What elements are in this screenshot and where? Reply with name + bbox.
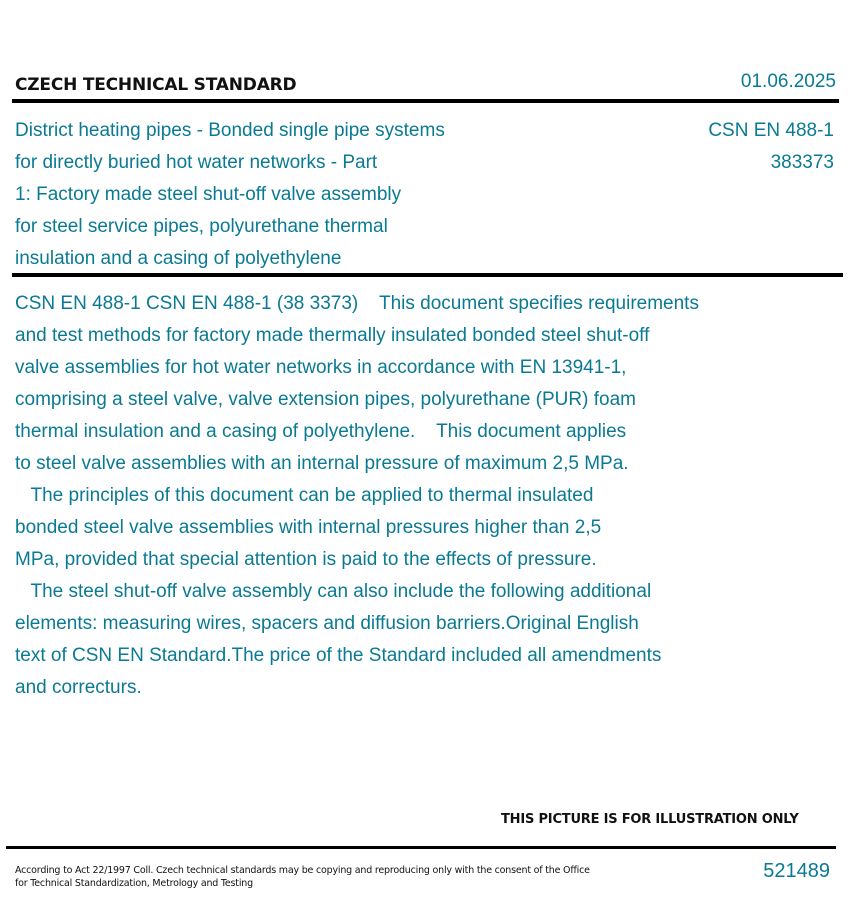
title-line: 1: Factory made steel shut-off valve assembly — [15, 184, 402, 205]
header-divider — [12, 99, 839, 103]
standard-identifier — [708, 115, 834, 179]
footer-divider — [6, 846, 836, 849]
abstract-line: CSN EN 488-1 CSN EN 488-1 (38 3373) This document specifies requirements — [15, 293, 699, 314]
abstract-line: bonded steel valve assemblies with internal pressures higher than 2,5 — [15, 517, 602, 538]
title-divider — [12, 273, 843, 277]
title-line: for directly buried hot water networks - Part — [15, 152, 378, 173]
document-title — [15, 115, 520, 275]
abstract-text — [15, 288, 815, 704]
catalog-number: 521489 — [763, 860, 830, 882]
abstract-line: thermal insulation and a casing of polyethylene. This document applies — [15, 421, 627, 442]
abstract-line: to steel valve assemblies with an internal pressure of maximum 2,5 MPa. — [15, 453, 629, 474]
abstract-line: The principles of this document can be applied to thermal insulated — [15, 485, 594, 506]
title-line: insulation and a casing of polyethylene — [15, 248, 342, 269]
standard-type-label: CZECH TECHNICAL STANDARD — [15, 75, 297, 95]
abstract-line: comprising a steel valve, valve extension pipes, polyurethane (PUR) foam — [15, 389, 636, 410]
abstract-line: elements: measuring wires, spacers and diffusion barriers.Original English — [15, 613, 639, 634]
abstract-line: and correcturs. — [15, 677, 142, 698]
abstract-line: The steel shut-off valve assembly can also include the following additional — [15, 581, 652, 602]
abstract-line: and test methods for factory made thermally insulated bonded steel shut-off — [15, 325, 650, 346]
abstract-line: text of CSN EN Standard.The price of the Standard included all amendments — [15, 645, 662, 666]
standard-code: CSN EN 488-1 — [708, 120, 834, 141]
abstract-line: valve assemblies for hot water networks in accordance with EN 13941-1, — [15, 357, 627, 378]
legal-notice — [15, 864, 595, 890]
title-line: District heating pipes - Bonded single pipe systems — [15, 120, 445, 141]
legal-line: According to Act 22/1997 Coll. Czech technical standards may be copying and reproducing only with the consent of the Office — [15, 865, 590, 876]
legal-line: for Technical Standardization, Metrology and Testing — [15, 878, 253, 889]
title-line: for steel service pipes, polyurethane thermal — [15, 216, 388, 237]
abstract-line: MPa, provided that special attention is paid to the effects of pressure. — [15, 549, 597, 570]
classification-number: 383373 — [770, 152, 834, 173]
illustration-notice: THIS PICTURE IS FOR ILLUSTRATION ONLY — [501, 812, 799, 827]
publication-date: 01.06.2025 — [740, 71, 836, 92]
